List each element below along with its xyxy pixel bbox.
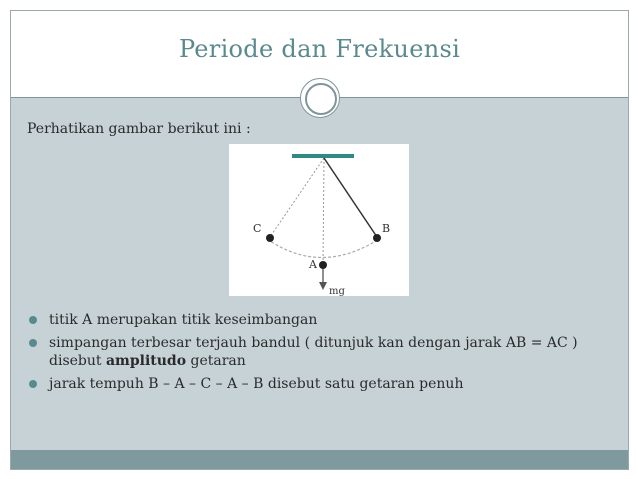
slide-title: Periode dan Frekuensi (178, 35, 461, 63)
label-a: A (309, 258, 317, 271)
label-c: C (253, 222, 262, 235)
bullet-dot-icon (29, 316, 37, 324)
circle-ornament-icon (300, 78, 340, 118)
slide-frame (10, 10, 629, 470)
bob-c (266, 234, 274, 242)
footer-bar (11, 450, 628, 469)
bullet-dot-icon (29, 339, 37, 347)
string-c (270, 158, 324, 237)
bob-a (319, 261, 327, 269)
bullet-list (27, 311, 622, 398)
label-mg: mg (329, 286, 345, 296)
string-a (323, 158, 324, 265)
bullet-item: titik A merupakan titik keseimbangan (27, 311, 622, 329)
bob-b (373, 234, 381, 242)
pendulum-figure (229, 144, 409, 296)
pendulum-diagram (229, 144, 409, 296)
string-b (324, 158, 377, 237)
bullet-dot-icon (29, 380, 37, 388)
label-b: B (382, 222, 391, 235)
amplitudo-term: amplitudo (105, 353, 187, 369)
bullet-item: jarak tempuh B – A – C – A – B disebut satu getaran penuh (27, 375, 622, 393)
arrow-head-icon (319, 282, 327, 290)
pendulum-mount (292, 154, 354, 158)
bullet-item: simpangan terbesar terjauh bandul ( ditunjuk kan dengan jarak AB = AC ) disebut amplitudo getaran (27, 334, 622, 370)
intro-text: Perhatikan gambar berikut ini : (27, 121, 251, 137)
